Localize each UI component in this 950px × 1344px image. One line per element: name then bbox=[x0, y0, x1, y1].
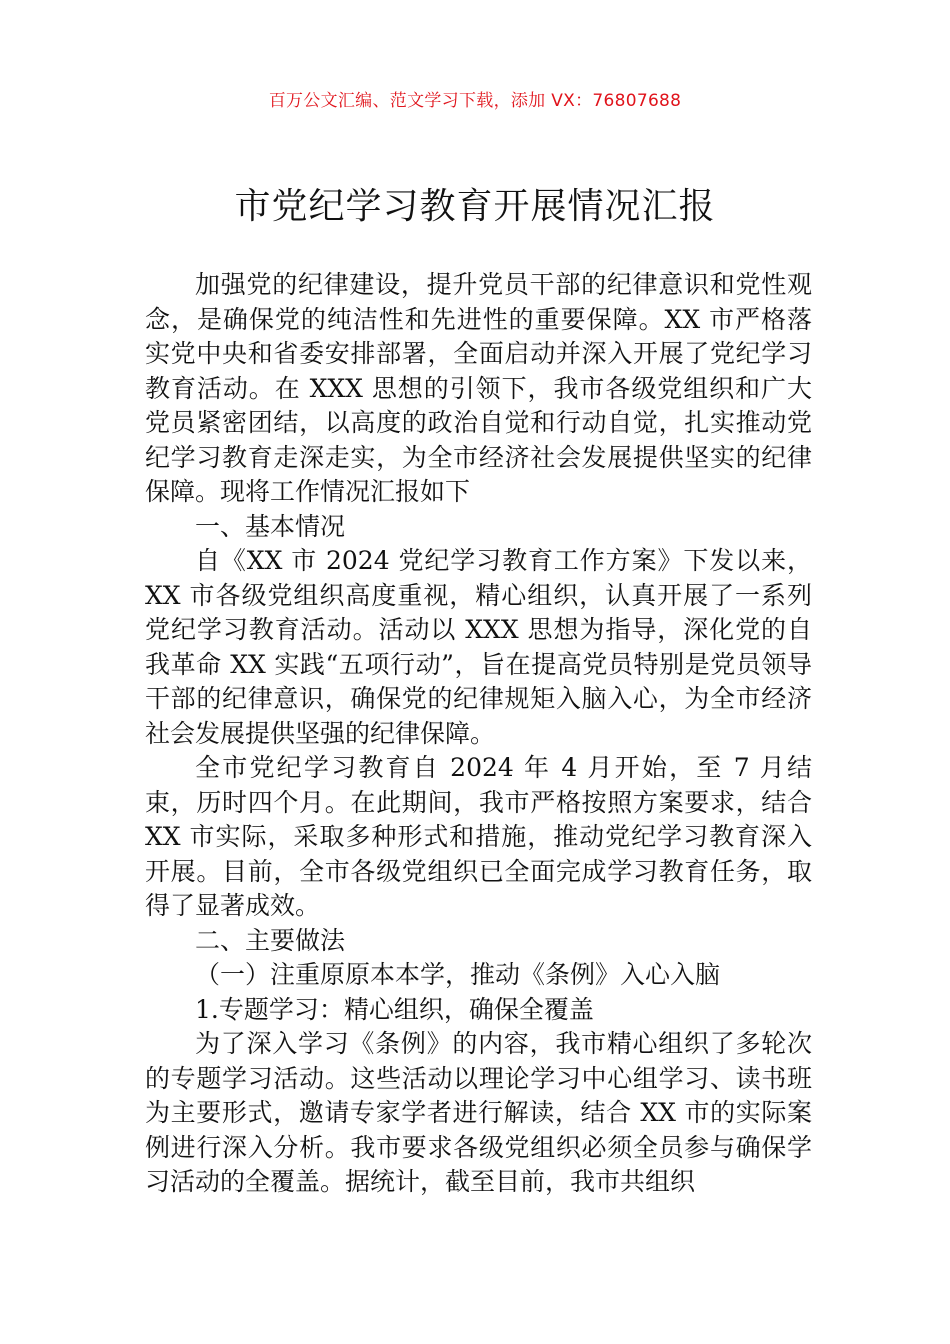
header-watermark-note: 百万公文汇编、范文学习下载，添加 VX：76807688 bbox=[268, 91, 682, 111]
body-paragraph: 为了深入学习《条例》的内容，我市精心组织了多轮次的专题学习活动。这些活动以理论学习中心组学习、读书班为主要形式，邀请专家学者进行解读，结合 XX 市的实际案例进行深入分析。我市要求各级党组织必须全员参与确保学习活动的全覆盖。据统计，截至目前，我市共组织 bbox=[145, 1029, 812, 1196]
body-paragraph: 自《XX 市 2024 党纪学习教育工作方案》下发以来，XX 市各级党组织高度重视，精心组织，认真开展了一系列党纪学习教育活动。活动以 XXX 思想为指导，深化党的自我革命 XX 实践“五项行动”，旨在提高党员特别是党员领导干部的纪律意识，确保党的纪律规矩入脑入心，为全市经济社会发展提供坚强的纪律保障。 bbox=[145, 546, 812, 748]
document-body bbox=[145, 268, 812, 1200]
body-paragraph: 全市党纪学习教育自 2024 年 4 月开始，至 7 月结束，历时四个月。在此期间，我市严格按照方案要求，结合 XX 市实际，采取多种形式和措施，推动党纪学习教育深入开展。目前，全市各级党组织已全面完成学习教育任务，取得了显著成效。 bbox=[145, 753, 812, 920]
intro-paragraph: 加强党的纪律建设，提升党员干部的纪律意识和党性观念，是确保党的纯洁性和先进性的重要保障。XX 市严格落实党中央和省委安排部署，全面启动并深入开展了党纪学习教育活动。在 XXX 思想的引领下，我市各级党组织和广大党员紧密团结，以高度的政治自觉和行动自觉，扎实推动党纪学习教育走深走实，为全市经济社会发展提供坚实的纪律保障。现将工作情况汇报如下 bbox=[145, 270, 812, 506]
section-heading-main-practices: 二、主要做法 bbox=[195, 925, 346, 955]
document-title: 市党纪学习教育开展情况汇报 bbox=[234, 186, 716, 227]
section-heading-basic-situation: 一、基本情况 bbox=[195, 511, 346, 541]
subsection-heading: （一）注重原原本本学，推动《条例》入心入脑 bbox=[195, 960, 721, 989]
item-heading: 1.专题学习：精心组织，确保全覆盖 bbox=[195, 994, 594, 1024]
